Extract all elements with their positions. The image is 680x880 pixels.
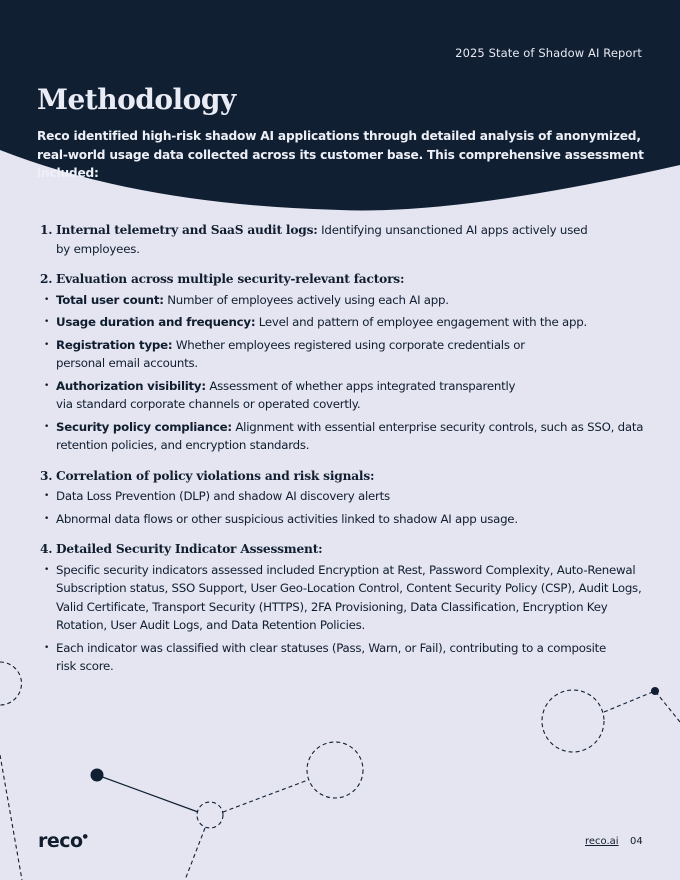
list-item: • Usage duration and frequency: Level and pattern of employee engagement with the app. <box>44 315 587 329</box>
section-number: 4. <box>40 542 53 556</box>
section-number: 2. <box>40 272 53 286</box>
dashed-line-mid <box>223 780 308 812</box>
node-dot-small <box>651 687 659 695</box>
section-title: Internal telemetry and SaaS audit logs: <box>56 223 318 237</box>
intro-paragraph: Reco identified high-risk shadow AI applications through detailed analysis of anonymized, real-world usage data collected across its customer base. This comprehensive assessment included: <box>37 129 644 180</box>
section-title: Evaluation across multiple security-relevant factors: <box>56 272 405 286</box>
section-1 <box>40 221 650 258</box>
section-2 <box>40 270 650 455</box>
list-item: • Registration type: Whether employees registered using corporate credentials or personal email accounts. <box>44 337 525 370</box>
list-item: • Total user count: Number of employees actively using each AI app. <box>44 292 449 307</box>
page-number: 04 <box>630 836 643 847</box>
section-title: Detailed Security Indicator Assessment: <box>56 542 323 556</box>
dashed-line-left <box>0 755 22 880</box>
list-item: • Data Loss Prevention (DLP) and shadow AI discovery alerts <box>44 489 390 503</box>
dashed-arc-left <box>0 662 22 705</box>
section-3 <box>40 467 650 529</box>
section-body: Identifying unsanctioned AI apps actively used <box>321 223 588 237</box>
section-title: Correlation of policy violations and risk signals: <box>56 468 375 483</box>
dashed-circle-right <box>542 690 604 752</box>
dashed-line-down <box>185 828 205 880</box>
dashed-circle-small <box>197 802 223 828</box>
solid-connector <box>97 775 198 812</box>
section-number: 1. <box>40 223 53 237</box>
list-item: • Each indicator was classified with clear statuses (Pass, Warn, or Fail), contributing to a composite risk score. <box>44 640 607 673</box>
page-heading: Methodology <box>37 83 236 116</box>
list-item: • Authorization visibility: Assessment of whether apps integrated transparently via standard corporate channels or operated covertly. <box>44 378 516 411</box>
website-link[interactable]: reco.ai <box>585 836 619 847</box>
list-item: • Security policy compliance: Alignment with essential enterprise security controls, such as SSO, data retention policies, and encryption standards. <box>44 419 644 452</box>
methodology-list <box>40 221 650 688</box>
section-body-cont: by employees. <box>56 241 140 256</box>
list-item: • Abnormal data flows or other suspicious activities linked to shadow AI app usage. <box>44 511 518 526</box>
node-dot-large <box>91 769 104 782</box>
network-decoration <box>0 640 680 880</box>
section-number: 3. <box>40 468 53 483</box>
reco-logo: reco● <box>38 830 88 852</box>
dashed-circle-mid <box>307 742 363 798</box>
report-title: 2025 State of Shadow AI Report <box>455 46 642 60</box>
list-item: • Specific security indicators assessed included Encryption at Rest, Password Complexity, Auto-Renewal Subscription status, SSO Support, User Geo-Location Control, Content Security Policy (CSP), Audit Logs, Valid Certificate, Transport Security (HTTPS), 2FA Provisioning, Data Classification, Encryption Key Rotation, User Audit Logs, and Data Retention Policies. <box>44 562 642 632</box>
dashed-line-right <box>604 691 680 722</box>
